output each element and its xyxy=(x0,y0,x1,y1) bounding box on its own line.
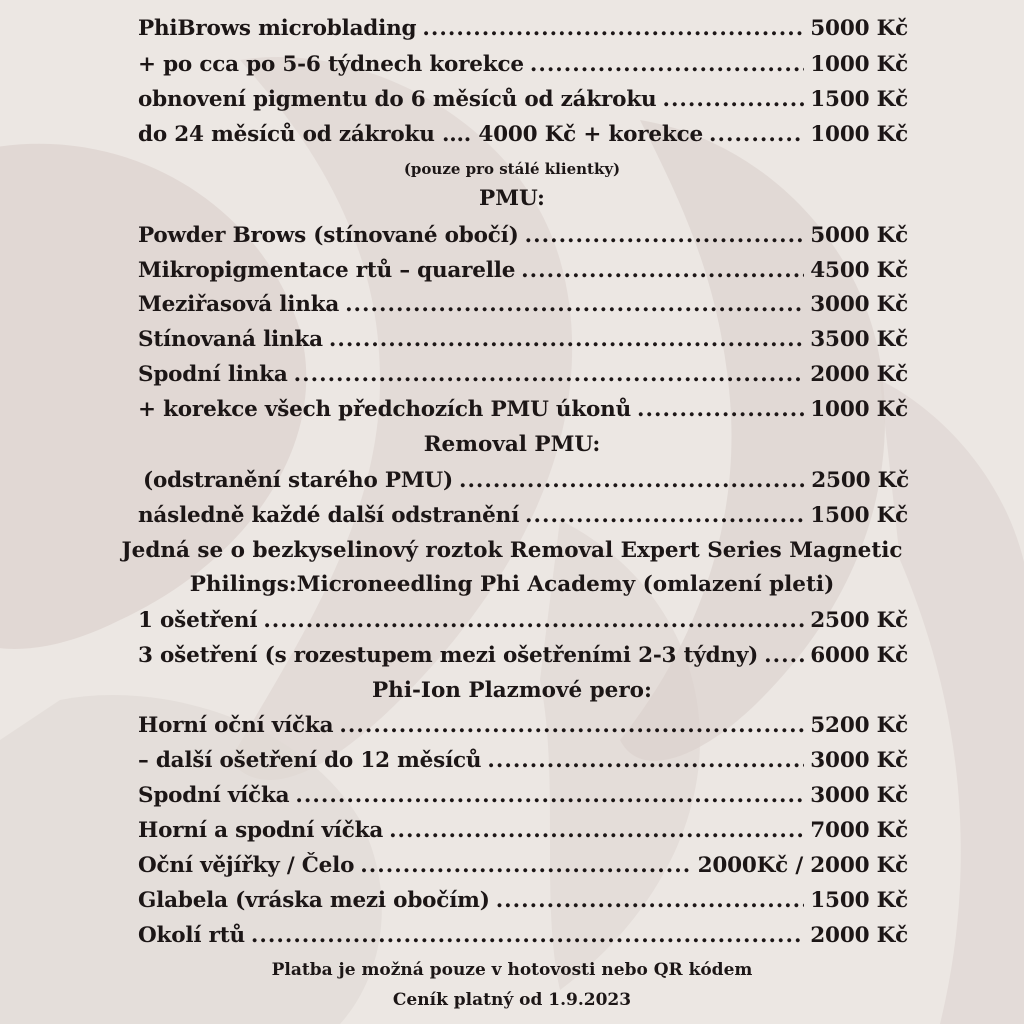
price-row xyxy=(138,327,908,361)
dot-leader xyxy=(329,327,804,352)
price-row xyxy=(138,52,908,86)
price-row xyxy=(138,258,908,292)
service-price: 6000 Kč xyxy=(810,643,908,668)
dot-leader xyxy=(496,888,805,913)
price-row xyxy=(138,503,908,537)
dot-leader xyxy=(251,923,804,948)
dot-leader xyxy=(530,52,804,77)
service-price: 1000 Kč xyxy=(810,397,908,422)
service-price: 2000Kč / 2000 Kč xyxy=(697,853,908,878)
service-price: 1000 Kč xyxy=(810,52,908,77)
service-price: 1500 Kč xyxy=(810,888,908,913)
service-label: Powder Brows (stínované obočí) xyxy=(138,223,519,248)
removal-note: Jedná se o bezkyselinový roztok Removal Expert Series Magnetic xyxy=(121,538,903,563)
service-price: 3000 Kč xyxy=(810,783,908,808)
dot-leader xyxy=(521,258,804,283)
service-price: 2000 Kč xyxy=(810,923,908,948)
service-label: Okolí rtů xyxy=(138,923,245,948)
price-row xyxy=(138,608,908,642)
service-price: 2500 Kč xyxy=(810,608,908,633)
service-price: 5200 Kč xyxy=(810,713,908,738)
price-row xyxy=(138,748,908,782)
price-row xyxy=(138,923,908,957)
service-price: 2000 Kč xyxy=(810,362,908,387)
price-row xyxy=(138,397,908,431)
dot-leader xyxy=(339,713,804,738)
pmu-heading: PMU: xyxy=(479,186,545,211)
price-row xyxy=(138,853,908,887)
dot-leader xyxy=(263,608,804,633)
plasma-heading: Phi-Ion Plazmové pero: xyxy=(372,678,652,703)
philings-heading: Philings:Microneedling Phi Academy (omlazení pleti) xyxy=(189,572,835,597)
service-label: obnovení pigmentu do 6 měsíců od zákroku xyxy=(138,87,657,112)
service-label: Mikropigmentace rtů – quarelle xyxy=(138,258,516,283)
service-label: Spodní víčka xyxy=(138,783,290,808)
service-label: – další ošetření do 12 měsíců xyxy=(138,748,482,773)
service-label: Oční vějířky / Čelo xyxy=(138,853,355,878)
service-price: 7000 Kč xyxy=(810,818,908,843)
service-label: Meziřasová linka xyxy=(138,292,340,317)
dot-leader xyxy=(764,643,804,668)
service-label: 1 ošetření xyxy=(138,608,258,633)
service-label: Spodní linka xyxy=(138,362,288,387)
service-label: Glabela (vráska mezi obočím) xyxy=(138,888,490,913)
service-label: PhiBrows microblading xyxy=(138,16,417,41)
dot-leader xyxy=(422,16,804,41)
price-row xyxy=(138,223,908,257)
dot-leader xyxy=(487,748,804,773)
price-row xyxy=(138,643,908,677)
removal-heading: Removal PMU: xyxy=(423,432,601,457)
service-price: 1500 Kč xyxy=(810,87,908,112)
service-price: 4500 Kč xyxy=(810,258,908,283)
validity-note: Ceník platný od 1.9.2023 xyxy=(392,990,632,1010)
dot-leader xyxy=(525,223,805,248)
dot-leader xyxy=(459,468,805,493)
service-label: + korekce všech předchozích PMU úkonů xyxy=(138,397,632,422)
dot-leader xyxy=(345,292,804,317)
price-row xyxy=(138,87,908,121)
service-label: + po cca po 5-6 týdnech korekce xyxy=(138,52,524,77)
brows-note: (pouze pro stálé klientky) xyxy=(403,160,621,178)
service-price: 3000 Kč xyxy=(810,748,908,773)
price-row xyxy=(138,818,908,852)
service-price: 3500 Kč xyxy=(810,327,908,352)
dot-leader xyxy=(525,503,804,528)
service-label: (odstranění starého PMU) xyxy=(143,468,453,493)
price-row xyxy=(143,468,909,502)
service-label: Horní oční víčka xyxy=(138,713,334,738)
dot-leader xyxy=(294,362,805,387)
service-price: 1500 Kč xyxy=(810,503,908,528)
service-price: 1000 Kč xyxy=(810,122,908,147)
service-label: do 24 měsíců od zákroku .... 4000 Kč + korekce xyxy=(138,122,703,147)
service-label: Horní a spodní víčka xyxy=(138,818,384,843)
service-price: 5000 Kč xyxy=(810,16,908,41)
service-label: následně každé další odstranění xyxy=(138,503,520,528)
service-label: Stínovaná linka xyxy=(138,327,323,352)
price-row xyxy=(138,122,908,156)
price-row xyxy=(138,783,908,817)
dot-leader xyxy=(637,397,804,422)
payment-note: Platba je možná pouze v hotovosti nebo QR kódem xyxy=(271,960,753,980)
dot-leader xyxy=(662,87,804,112)
price-row xyxy=(138,16,908,50)
service-label: 3 ošetření (s rozestupem mezi ošetřeními 2-3 týdny) xyxy=(138,643,759,668)
price-row xyxy=(138,713,908,747)
price-row xyxy=(138,362,908,396)
service-price: 5000 Kč xyxy=(810,223,908,248)
dot-leader xyxy=(389,818,804,843)
dot-leader xyxy=(360,853,691,878)
service-price: 3000 Kč xyxy=(810,292,908,317)
price-row xyxy=(138,888,908,922)
service-price: 2500 Kč xyxy=(811,468,909,493)
dot-leader xyxy=(295,783,804,808)
dot-leader xyxy=(709,122,804,147)
price-row xyxy=(138,292,908,326)
